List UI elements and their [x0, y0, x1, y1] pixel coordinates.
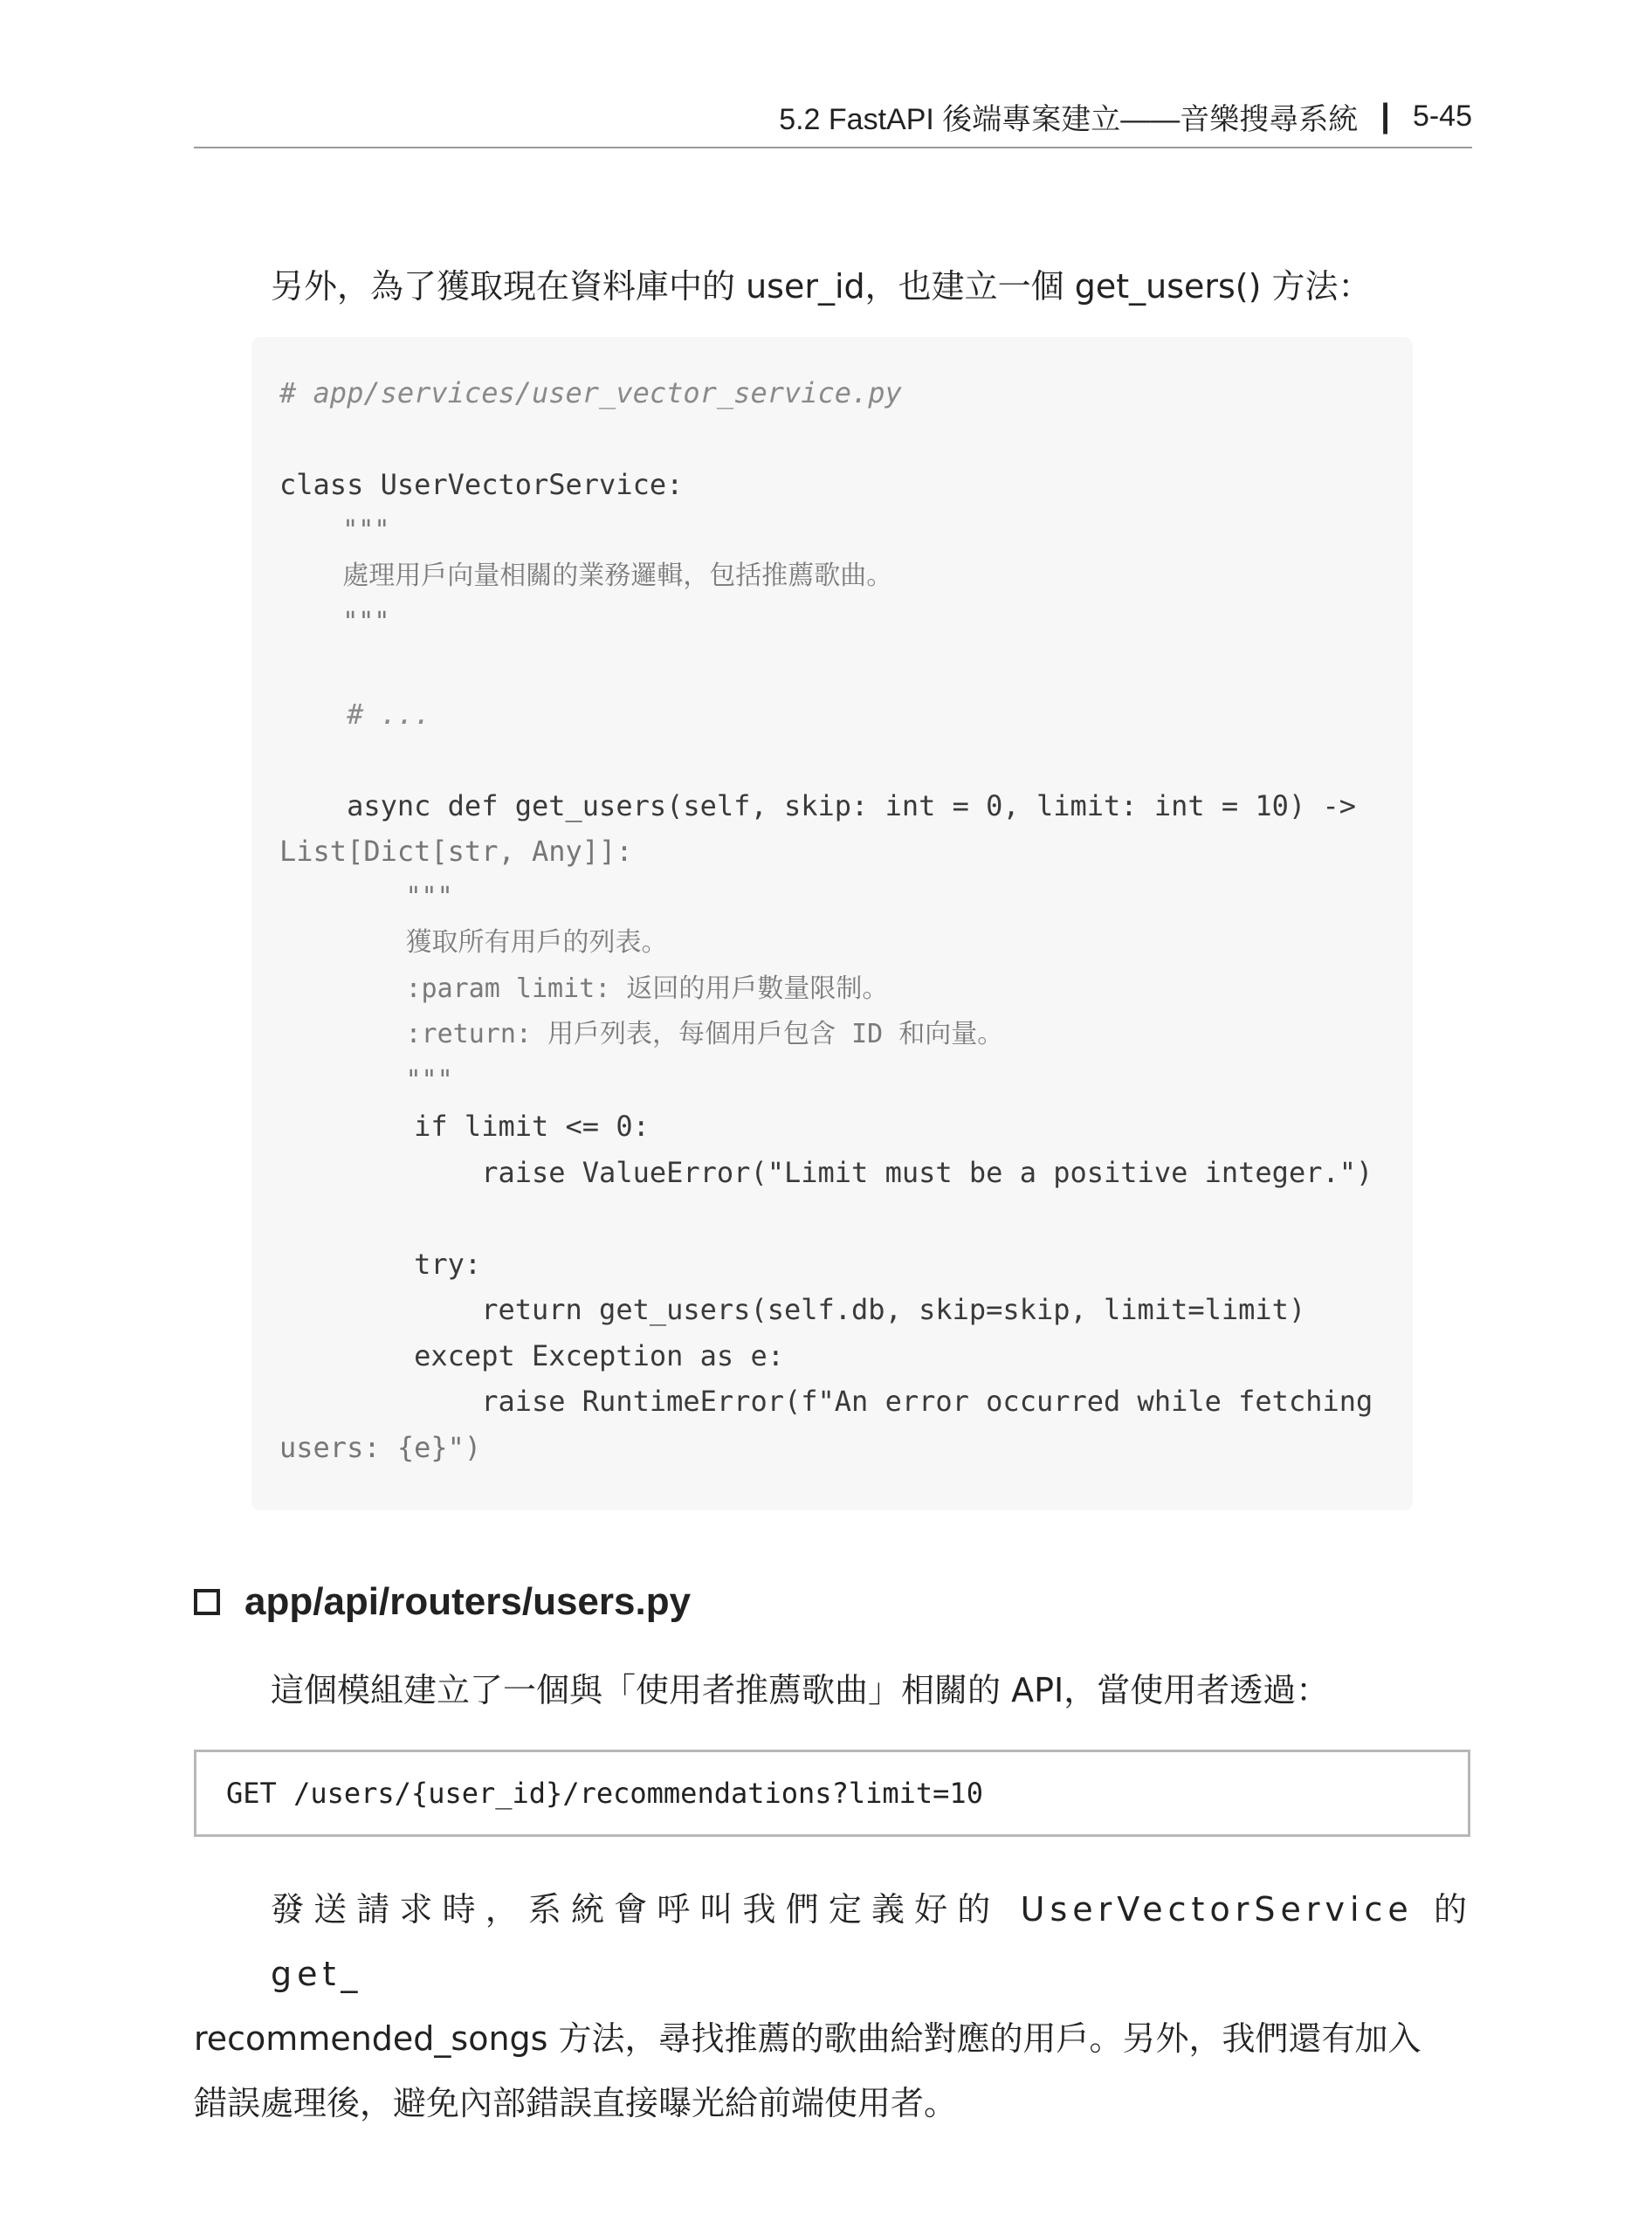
code-line: """ [279, 606, 390, 637]
code-line: users: {e}") [279, 1430, 482, 1464]
code-line: if limit <= 0: [279, 1110, 650, 1143]
code-line: class UserVectorService: [279, 468, 684, 501]
endpoint-box [194, 1750, 1470, 1837]
endpoint-text: GET /users/{user_id}/recommendations?limit=10 [226, 1777, 983, 1810]
page-number: 5-45 [1412, 99, 1472, 133]
code-block [279, 370, 1406, 1470]
code-line: try: [279, 1247, 482, 1281]
header-separator: | [1380, 97, 1390, 134]
code-line: 處理用戶向量相關的業務邏輯，包括推薦歌曲。 [279, 560, 893, 591]
code-line [279, 416, 1406, 463]
code-line [279, 1195, 1406, 1241]
code-line: """ [279, 881, 453, 912]
running-header [194, 86, 1472, 148]
closing-line-1: 發送請求時，系統會呼叫我們定義好的 UserVectorService 的 get_ [271, 1890, 1472, 1993]
intro-paragraph: 另外，為了獲取現在資料庫中的 user_id，也建立一個 get_users() 方法： [271, 267, 1372, 306]
code-line: 獲取所有用戶的列表。 [279, 927, 668, 958]
code-line: List[Dict[str, Any]]: [279, 835, 633, 868]
router-paragraph: 這個模組建立了一個與「使用者推薦歌曲」相關的 API，當使用者透過： [271, 1671, 1330, 1709]
code-line: except Exception as e: [279, 1338, 784, 1372]
code-line: :return: 用戶列表，每個用戶包含 ID 和向量。 [279, 1019, 1004, 1049]
code-line: """ [279, 1064, 453, 1096]
header-section-title: 5.2 FastAPI 後端專案建立——音樂搜尋系統 [779, 102, 1359, 136]
closing-line-2: recommended_songs 方法，尋找推薦的歌曲給對應的用戶。另外，我們還有加入 [194, 2019, 1421, 2058]
code-line [279, 645, 1406, 691]
code-line: raise ValueError("Limit must be a positive integer.") [279, 1155, 1373, 1189]
section-heading [194, 1576, 691, 1628]
section-title: app/api/routers/users.py [244, 1580, 692, 1623]
code-line: # ... [279, 697, 431, 731]
code-line: # app/services/user_vector_service.py [279, 376, 902, 409]
closing-line-3: 錯誤處理後，避免內部錯誤直接曝光給前端使用者。 [194, 2084, 958, 2122]
code-line: return get_users(self.db, skip=skip, limit=limit) [279, 1293, 1306, 1326]
code-line: :param limit: 返回的用戶數量限制。 [279, 973, 889, 1004]
checkbox-bullet-icon [194, 1589, 220, 1615]
code-line: """ [279, 514, 390, 546]
closing-paragraph [194, 1877, 1472, 2135]
code-line: raise RuntimeError(f"An error occurred while fetching [279, 1385, 1373, 1418]
code-line [279, 737, 1406, 783]
code-line: async def get_users(self, skip: int = 0, limit: int = 10) -> [279, 788, 1356, 822]
